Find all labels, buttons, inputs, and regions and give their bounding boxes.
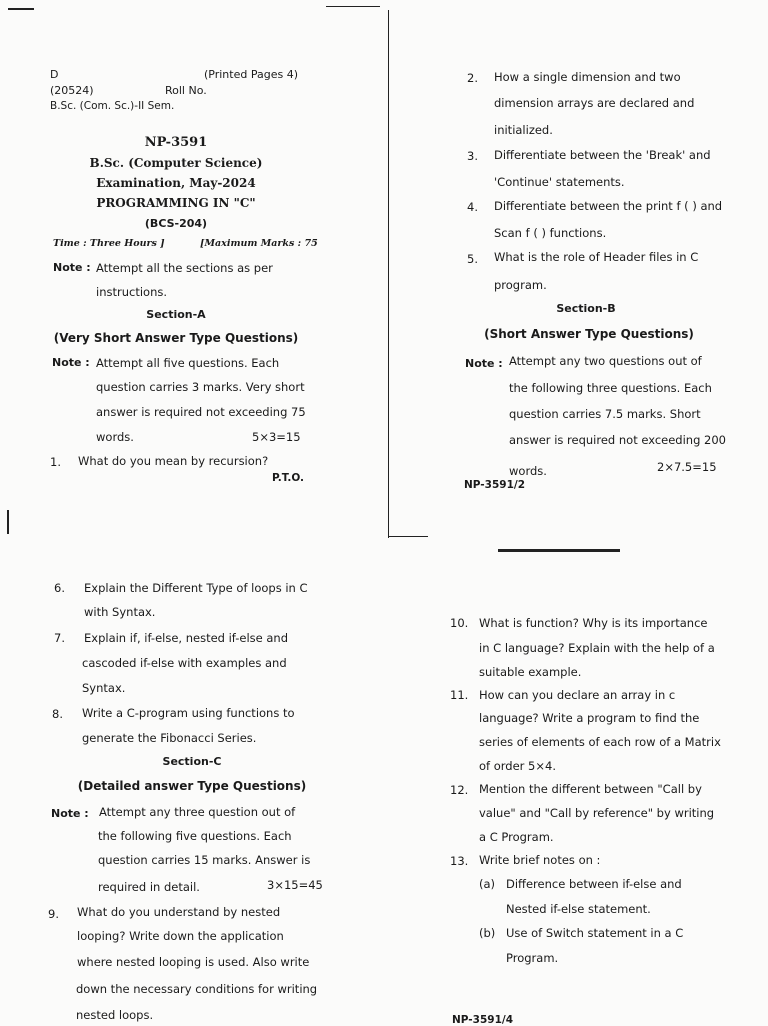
pto-label: P.T.O. <box>272 472 304 484</box>
degree-title: B.Sc. (Computer Science) <box>89 156 263 170</box>
section-a-subheading: (Very Short Answer Type Questions) <box>53 331 299 345</box>
scan-line <box>498 549 620 552</box>
course-label: B.Sc. (Com. Sc.)-II Sem. <box>50 100 175 112</box>
note-text-line: words. <box>96 430 134 444</box>
scan-line <box>388 10 389 538</box>
question-text: How a single dimension and two <box>494 70 681 84</box>
question-text: program. <box>494 278 547 292</box>
section-a-heading: Section-A <box>146 308 206 321</box>
subquestion-label: (a) <box>479 877 496 891</box>
note-label: Note : <box>51 807 89 820</box>
question-text: a C Program. <box>479 830 554 844</box>
page-footer: NP-3591/4 <box>452 1014 514 1026</box>
section-b-heading: Section-B <box>556 302 616 315</box>
note-text-line: the following three questions. Each <box>509 381 712 395</box>
scan-line <box>326 6 380 7</box>
note-text-line: Attempt all the sections as per <box>96 261 273 275</box>
note-text-line: the following five questions. Each <box>98 829 292 843</box>
note-label: Note : <box>52 356 90 369</box>
question-text: with Syntax. <box>84 605 156 619</box>
section-c-subheading: (Detailed answer Type Questions) <box>77 779 307 793</box>
question-text: down the necessary conditions for writing <box>76 982 318 996</box>
note-text-line: Attempt any three question out of <box>99 805 296 819</box>
question-number: 7. <box>54 631 65 645</box>
question-number: 4. <box>467 200 478 214</box>
question-text: Difference between if-else and <box>506 877 682 891</box>
series-label: D <box>50 68 59 81</box>
question-text: Scan f ( ) functions. <box>494 226 607 240</box>
question-number: 2. <box>467 71 478 85</box>
paper-number: NP-3591 <box>144 135 208 150</box>
question-text: in C language? Explain with the help of a <box>479 641 715 655</box>
question-number: 9. <box>48 907 59 921</box>
question-number: 11. <box>450 688 469 702</box>
question-text: Explain if, if-else, nested if-else and <box>84 631 289 645</box>
question-number: 6. <box>54 581 65 595</box>
question-text: looping? Write down the application <box>77 929 284 943</box>
note-text-line: question carries 7.5 marks. Short <box>509 407 701 421</box>
question-number: 1. <box>50 455 61 469</box>
question-number: 8. <box>52 707 63 721</box>
note-text-line: question carries 15 marks. Answer is <box>98 853 311 867</box>
question-text: initialized. <box>494 123 553 137</box>
time-label: Time : Three Hours ] <box>53 238 165 249</box>
exam-code: (20524) <box>50 84 94 97</box>
marks-formula: 5×3=15 <box>252 430 301 444</box>
question-text: How can you declare an array in c <box>479 688 676 702</box>
question-text: cascoded if-else with examples and <box>82 656 287 670</box>
question-text: value" and "Call by reference" by writing <box>479 806 715 820</box>
question-text: Nested if-else statement. <box>506 902 651 916</box>
scan-line <box>388 536 428 537</box>
question-text: What is the role of Header files in C <box>494 250 699 264</box>
note-text-line: Attempt all five questions. Each <box>96 356 280 370</box>
question-text: Explain the Different Type of loops in C <box>84 581 308 595</box>
max-marks-label: [Maximum Marks : 75 <box>200 238 318 249</box>
subject-title: PROGRAMMING IN "C" <box>96 196 256 210</box>
question-text: dimension arrays are declared and <box>494 96 695 110</box>
question-text: Mention the different between "Call by <box>479 782 702 796</box>
question-number: 5. <box>467 252 478 266</box>
question-text: nested loops. <box>76 1008 154 1022</box>
section-c-heading: Section-C <box>162 755 222 768</box>
scan-line <box>8 8 34 10</box>
question-text: Write brief notes on : <box>479 853 601 867</box>
question-text: suitable example. <box>479 665 582 679</box>
note-text-line: question carries 3 marks. Very short <box>96 380 305 394</box>
note-text-line: words. <box>509 464 547 478</box>
section-b-subheading: (Short Answer Type Questions) <box>484 327 694 341</box>
subquestion-label: (b) <box>479 926 496 940</box>
question-number: 12. <box>450 783 469 797</box>
note-text-line: instructions. <box>96 285 167 299</box>
question-number: 3. <box>467 149 478 163</box>
question-text: series of elements of each row of a Matrix <box>479 735 721 749</box>
question-text: What do you mean by recursion? <box>78 454 269 468</box>
exam-title: Examination, May-2024 <box>96 176 256 190</box>
marks-formula: 2×7.5=15 <box>657 460 717 474</box>
marks-formula: 3×15=45 <box>267 878 323 892</box>
note-text-line: answer is required not exceeding 75 <box>96 405 306 419</box>
question-text: of order 5×4. <box>479 759 556 773</box>
question-text: Write a C-program using functions to <box>82 706 295 720</box>
question-text: 'Continue' statements. <box>494 175 625 189</box>
note-text-line: answer is required not exceeding 200 <box>509 433 727 447</box>
note-label: Note : <box>53 261 91 274</box>
question-text: Differentiate between the print f ( ) and <box>494 199 723 213</box>
question-text: Program. <box>506 951 559 965</box>
note-label: Note : <box>465 357 503 370</box>
page-footer: NP-3591/2 <box>464 479 526 491</box>
paper-code: (BCS-204) <box>144 217 208 230</box>
note-text-line: Attempt any two questions out of <box>509 354 702 368</box>
question-text: generate the Fibonacci Series. <box>82 731 257 745</box>
roll-number-label: Roll No. <box>165 84 207 97</box>
question-text: language? Write a program to find the <box>479 711 700 725</box>
question-text: where nested looping is used. Also write <box>77 955 310 969</box>
question-text: Differentiate between the 'Break' and <box>494 148 711 162</box>
printed-pages: (Printed Pages 4) <box>204 68 298 81</box>
question-text: Use of Switch statement in a C <box>506 926 684 940</box>
question-text: Syntax. <box>82 681 126 695</box>
scan-line <box>7 510 9 534</box>
question-text: What is function? Why is its importance <box>479 616 708 630</box>
note-text-line: required in detail. <box>98 880 200 894</box>
question-text: What do you understand by nested <box>77 905 281 919</box>
question-number: 10. <box>450 616 469 630</box>
question-number: 13. <box>450 854 469 868</box>
